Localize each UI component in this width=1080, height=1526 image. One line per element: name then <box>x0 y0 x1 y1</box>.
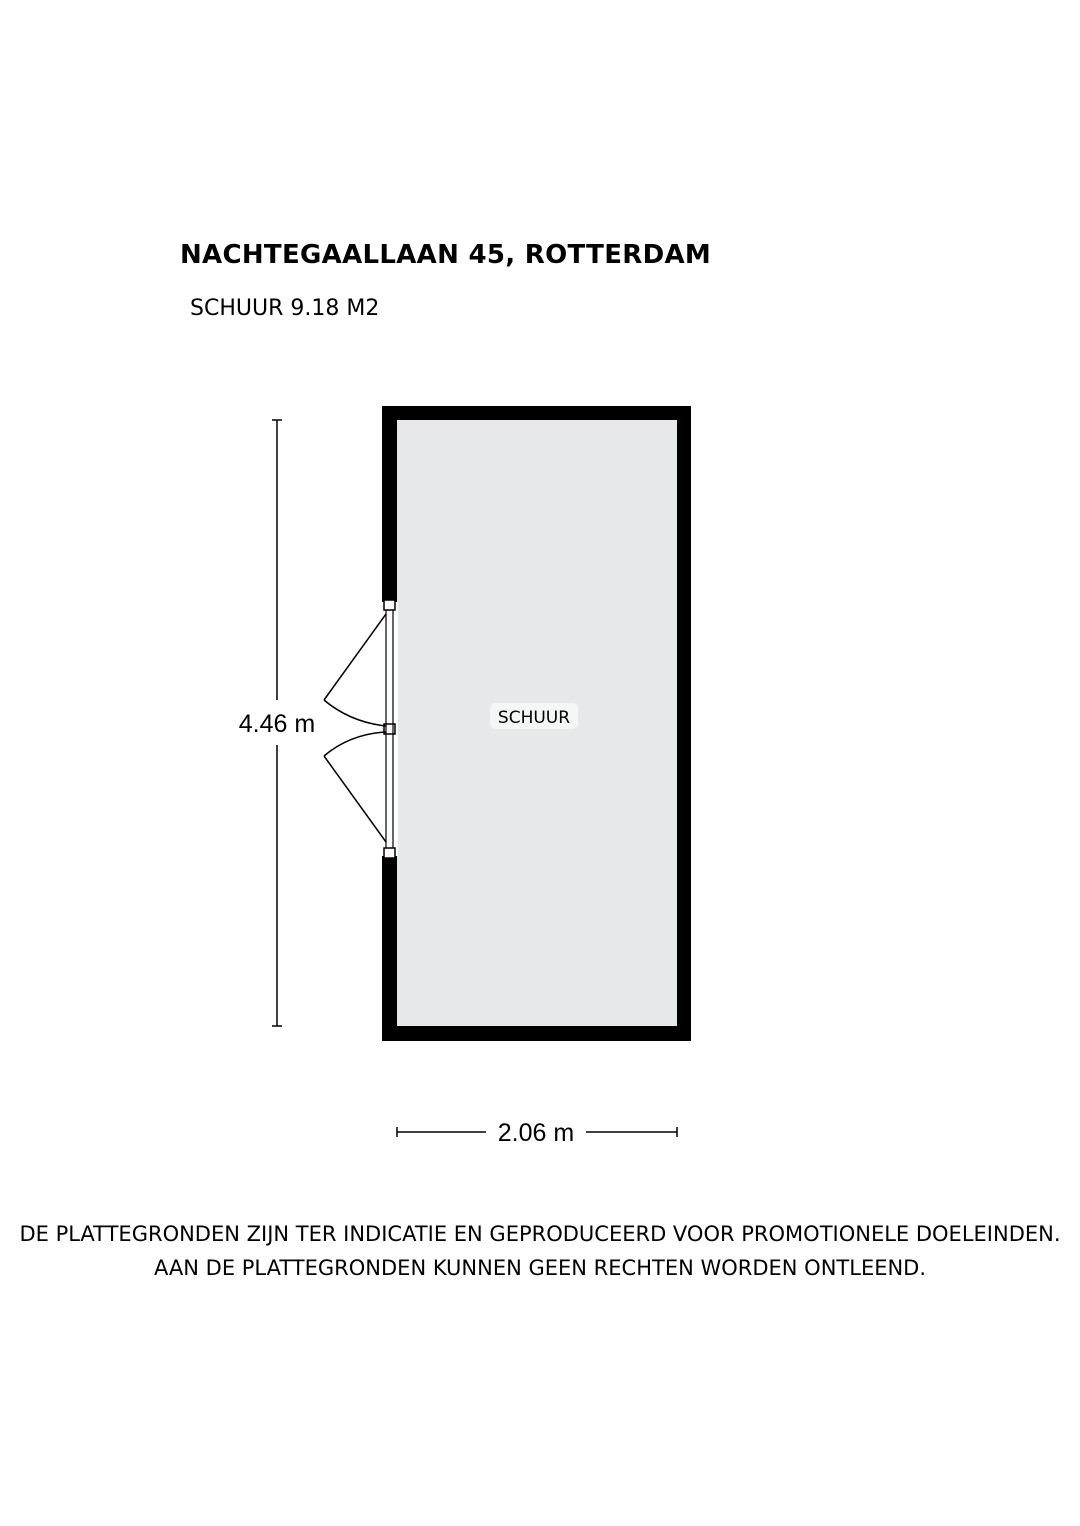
height-dimension-label: 4.46 m <box>238 710 316 738</box>
room-label: SCHUUR <box>497 708 571 728</box>
door-swing <box>324 614 386 842</box>
door-frame-top <box>384 600 395 610</box>
door-frame-bottom <box>384 848 395 858</box>
disclaimer-line-1: DE PLATTEGRONDEN ZIJN TER INDICATIE EN GEPRODUCEERD VOOR PROMOTIONELE DOELEINDEN. <box>19 1222 1061 1246</box>
page-title: NACHTEGAALLAAN 45, ROTTERDAM <box>180 240 712 270</box>
page-subtitle: SCHUUR 9.18 M2 <box>190 296 380 321</box>
disclaimer-line-2: AAN DE PLATTEGRONDEN KUNNEN GEEN RECHTEN WORDEN ONTLEEND. <box>153 1256 927 1280</box>
width-dimension-label: 2.06 m <box>497 1119 575 1147</box>
